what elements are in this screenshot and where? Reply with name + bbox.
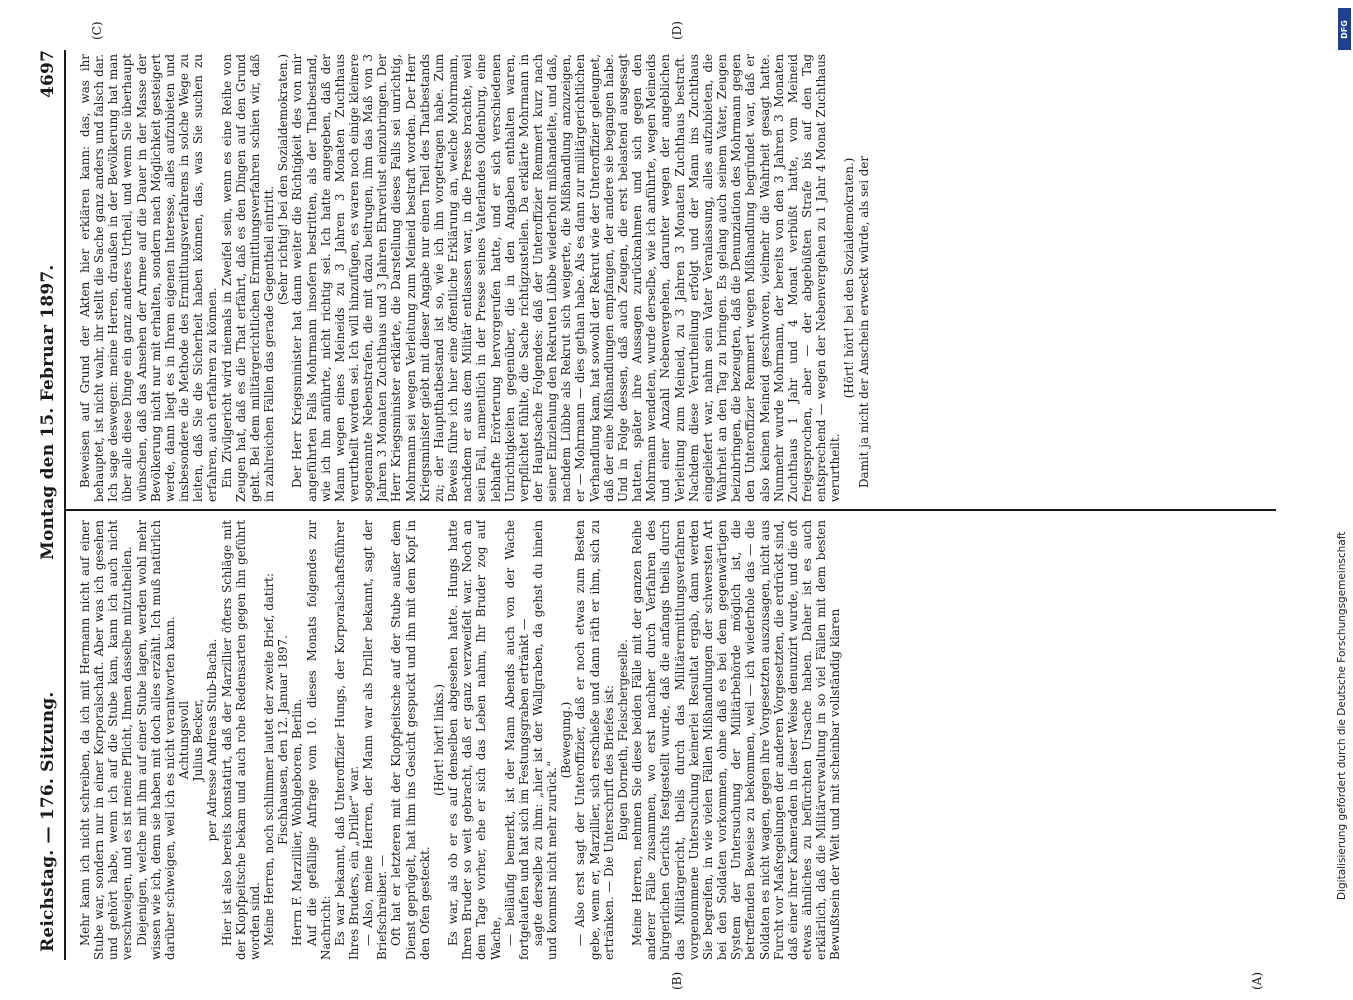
paragraph: sagte derselbe zu ihm: „hier ist der Wallgraben, da gehst du hinein und kommst nicht mehr zurück.“ [531, 520, 560, 960]
margin-marker-c: (C) [90, 21, 104, 40]
dfg-logo [1338, 8, 1351, 50]
paragraph: Der Herr Kriegsminister hat dann weiter die Richtigkeit des von mir angeführten Falls Mohrmann insofern bestritten, als der Thatbestand, wie ich ihn anführte, nicht richtig sei. Ich hatte angegeben, daß der Mann wegen eines Meineids zu 3 Jahren 3 Monaten Zuchthaus verurtheilt worden sei. Ich will hinzufügen, es waren noch einige kleinere sogenannte Nebenstrafen, die mit dazu beitrugen, ihm das Maß von 3 Jahren 3 Monaten Zuchthaus und 3 Jahren Ehrverlust einzubringen. Der Herr Kriegsminister erklärte, die Darstellung dieses Falls sei unrichtig, Mohrmann sei wegen Verleitung zum Meineid bestraft worden. Der Herr Kriegsminister giebt mit dieser Angabe nur einen Theil des Thatbestands zu; der Hauptthatbestand ist so, wie ich ihn vorgetragen habe. Zum Beweis führe ich hier eine öffentliche Erklärung an, welche Mohrmann, nachdem er aus dem Militär entlassen war, in die Presse brachte, weil sein Fall, namentlich in der Presse seines Vaterlandes Oldenburg, eine lebhafte Erörterung hervorgerufen hatte, und er sich verschiedenen Unrichtigkeiten gegenüber, die in den Angaben enthalten waren, verpflichtet fühlte, die Sache richtigzustellen. Da erklärte Mohrmann in der Hauptsache Folgendes: daß der Unteroffizier Remmert kurz nach seiner Einziehung den Rekruten Lübbe wiederholt mißhandelte, und daß, nachdem Lübbe als Rekrut sich weigerte, die Mißhandlung anzuzeigen, er — Mohrmann — dies gethan habe. Als es dann zur militärgerichtlichen Verhandlung kam, hat sowohl der Rekrut wie der Unteroffizier geleugnet, daß der eine Mißhandlungen empfangen, der andere sie begangen habe. Und in Folge dessen, daß auch Zeugen, die erst belastend ausgesagt hatten, später ihre Aussagen zurücknahmen und sich gegen den Mohrmann wendeten, wurde derselbe, wie ich anführte, wegen Meineids und einer Anzahl Nebenvergehen, darunter wegen der angeblichen Verleitung zum Meineid, zu 3 Jahren 3 Monaten Zuchthaus bestraft. Nachdem diese Verurtheilung erfolgt und der Mann ins Zuchthaus eingeliefert war, nahm sein Vater Veranlassung, alles aufzubieten, die Wahrheit an den Tag zu bringen. Es gelang auch seinem Vater, Zeugen beizubringen, die bezeugten, daß die Denunziation des Mohrmann gegen den Unteroffizier Remmert wegen Mißhandlung begründet war, daß er also keinen Meineid geschworen, vielmehr die Wahrheit gesagt hatte. Nunmehr wurde Mohrmann, der bereits von den 3 Jahren 3 Monaten Zuchthaus 1 Jahr und 4 Monat verbüßt hatte, vom Meineid freigesprochen, aber — der abgebüßten Strafe bis auf den Tag entsprechend — wegen der Nebenvergehen zu 1 Jahr 4 Monat Zuchthaus verurtheilt. [290, 54, 843, 502]
left-column [78, 520, 1276, 960]
paragraph: Oft hat er letzteren mit der Klopfpeitsche auf der Stube außer dem Dienst geprügelt, hat ihm ins Gesicht gespuckt und ihn mit dem Kopf in den Ofen gesteckt. [389, 520, 432, 960]
paragraph: Diejenigen, welche mit ihm auf einer Stube lagen, werden wohl mehr wissen wie ich, denn sie haben mit doch alles erzählt. Ich muß natürlich darüber schweigen, weil ich es nicht verantworten kann. [134, 520, 177, 960]
interjection: (Bewegung.) [559, 701, 574, 779]
interjection: (Sehr richtig! bei den Sozialdemokraten.) [276, 54, 291, 306]
interjection: (Hört! hört! bei den Sozialdemokraten.) [842, 157, 857, 399]
letter-signature: Eugen Dorneth, Fleischergeselle. [615, 639, 630, 841]
paragraph: Ein Zivilgericht wird niemals in Zweifel sein, wenn es eine Reihe von Zeugen hat, daß es die That erfährt, daß es den Dingen auf den Grund geht. Bei dem militärgerichtlichen Ermittlungsverfahren schien wir, daß in zahlreichen Fällen das gerade Gegentheil eintritt. [219, 54, 277, 502]
paragraph: Beweisen auf Grund der Akten hier erklären kann: das, was ihr behauptet, ist nicht wahr, ihr stellt die Sache ganz anders und falsch dar. Ich sage deswegen: meine Herren, draußen in der Bevölkerung hat man über alle diese Dinge ein ganz anderes Urtheil, und wenn Sie überhaupt wünschen, daß das Ansehen der Armee auf die Dauer in der Masse der Bevölkerung nicht nur mit erhalten, sondern nach Möglichkeit gesteigert werde, dann liegt es in Ihrem eigenen Interesse, alles aufzubieten und insbesondere die Methode des Ermittlungsverfahrens in solche Wege zu leiten, daß Sie die Sicherheit haben können, das, was Sie suchen zu erfahren, auch erfahren zu können. [78, 54, 220, 502]
column-divider [66, 510, 1276, 512]
paragraph: — beiläufig bemerkt, ist der Mann Abends auch von der Wache fortgelaufen und hat sich im Festungsgraben ertränkt — [502, 520, 531, 960]
margin-marker-a: (A) [1250, 971, 1264, 990]
margin-marker-b: (B) [670, 971, 684, 990]
paragraph: Meine Herren, noch schlimmer lautet der zweite Brief, datirt: [262, 573, 277, 946]
paragraph: Mehr kann ich nicht schreiben, da ich mit Hermann nicht auf einer Stube war, sondern nur in einer Korporalschaft. Aber was ich gesehen und gehört habe, wenn ich auf die Stube kam, kann ich auch nicht verschweigen, und es ist meine Pflicht, Ihnen dasselbe mitzutheilen. [78, 520, 135, 960]
paragraph: Es war bekannt, daß Unteroffizier Hungs, der Korporalschaftsführer Ihres Bruders, ein „Driller“ war. [332, 520, 361, 960]
page-number: 4697 [38, 49, 58, 98]
signature-name: Julius Becker, [191, 698, 206, 782]
header-left: Reichstag. — 176. Sitzung. [38, 691, 58, 952]
closing: Achtungsvoll [177, 700, 192, 780]
header-rule [64, 50, 66, 960]
paragraph: — Also erst sagt der Unteroffizier, daß er noch etwas zum Besten gebe, wenn er, Marzillier, sich erschieße und dann räth er ihm, sich zu ertränken. — Die Unterschrift des Briefes ist: [573, 520, 616, 960]
paragraph: Es war, als ob er es auf denselben abgesehen hatte. Hungs hatte Ihren Bruder so weit gebracht, daß er ganz verzweifelt war. Noch an dem Tage vorher, ehe er sich das Leben nahm, Ihr Bruder zog auf Wache, [446, 520, 503, 960]
paragraph: Meine Herren, nehmen Sie diese beiden Fälle mit der ganzen Reihe anderer Fälle zusammen, wo erst nachher durch Verfahren des bürgerlichen Gerichts festgestellt wurde, daß die anfangs theils durch das Militärgericht, theils durch das Militärermittlungsverfahren vorgenommene Untersuchung keinerlei Resultat ergab, dann werden Sie begreifen, in wie vielen Fällen Mißhandlungen der schwersten Art bei den Soldaten vorkommen, ohne daß es bei dem gegenwärtigen System der Untersuchung der Militärbehörde möglich ist, die betreffenden Beweise zu bekommen, weil — ich wiederhole das — die Soldaten es nicht wagen, gegen ihre Vorgesetzten auszusagen, nicht aus Furcht vor Maßregelungen der anderen Vorgesetzten, die erdrückt sind, daß einer ihrer Kameraden in dieser Weise denunzirt wurde, und die oft etwas ähnliches zu befürchten Ursache haben. Daher ist es auch erklärlich, daß die Militärverwaltung in so viel Fällen mit dem besten Bewußtsein der Welt und mit scheinbar vollständig klaren [630, 520, 843, 960]
right-column [78, 54, 1276, 502]
header-center: Montag den 15. Februar 1897. [38, 264, 58, 560]
digitization-credit: Digitalisierung gefördert durch die Deutsche Forschungsgemeinschaft [1336, 531, 1348, 900]
signature-address: per Adresse Andreas Stub-Bacha. [205, 638, 220, 842]
dfg-logo-text: DFG [1340, 19, 1350, 39]
margin-marker-d: (D) [670, 21, 684, 40]
paragraph: — Also, meine Herren, der Mann war als Driller bekannt, sagt der Briefschreiber. — [361, 520, 390, 960]
letter-dateline: Fischhausen, den 12. Januar 1897. [276, 635, 291, 845]
paragraph: Damit ja nicht der Anschein erweckt würde, als sei der [856, 155, 871, 488]
interjection: (Hört! hört! links.) [431, 684, 446, 797]
paragraph: Hier ist also bereits konstatirt, daß der Marzillier öfters Schläge mit der Klopfpeitsche bekam und auch rohe Redensarten gegen ihn geführt worden sind. [219, 520, 262, 960]
paragraph: Auf die gefällige Anfrage vom 10. dieses Monats folgendes zur Nachricht: [304, 520, 333, 960]
letter-addressee: Herrn F. Marzillier, Wohlgeboren, Berlin. [290, 698, 305, 946]
